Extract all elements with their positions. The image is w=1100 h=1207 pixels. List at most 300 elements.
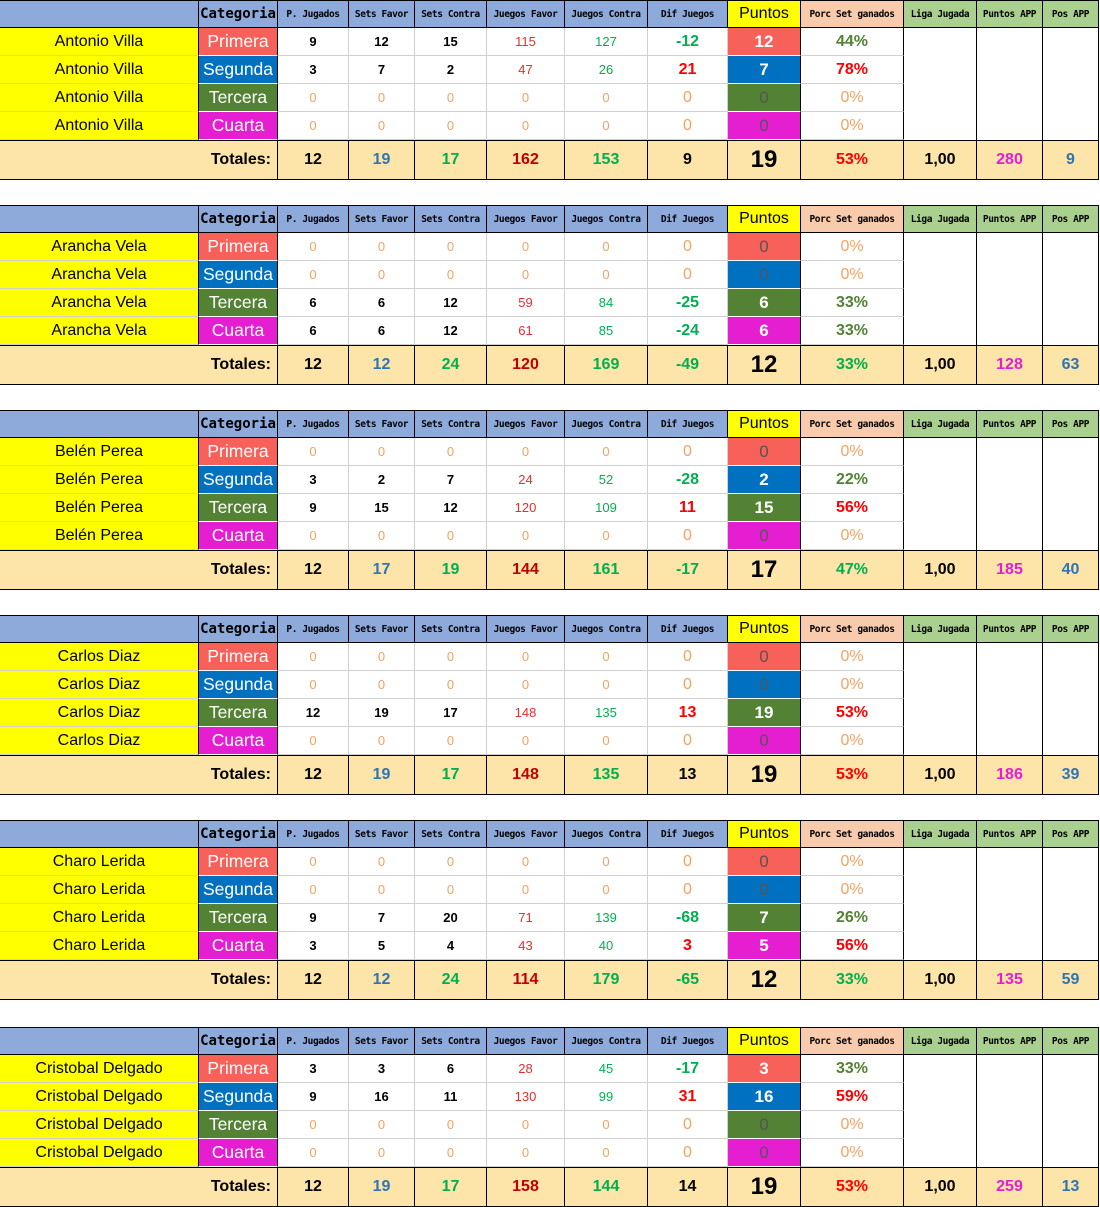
juegos-contra-cell: 0: [565, 112, 648, 140]
header-categoria: Categoria: [199, 1027, 278, 1055]
category-cell: Tercera: [199, 1111, 278, 1139]
header-categoria: Categoria: [199, 0, 278, 28]
header-pos-app: Pos APP: [1043, 0, 1099, 28]
total-puntos: 19: [728, 755, 801, 795]
header-puntos: Puntos: [728, 820, 801, 848]
total-liga-jugada: 1,00: [904, 755, 977, 795]
juegos-favor-cell: 71: [487, 904, 565, 932]
p-jugados-cell: 0: [278, 233, 349, 261]
juegos-favor-cell: 115: [487, 28, 565, 56]
header-juegos-favor: Juegos Favor: [487, 820, 565, 848]
header-puntos: Puntos: [728, 615, 801, 643]
header-juegos-favor: Juegos Favor: [487, 205, 565, 233]
total-porc-set: 33%: [801, 345, 904, 385]
header-liga-jugada: Liga Jugada: [904, 410, 977, 438]
header-liga-jugada: Liga Jugada: [904, 1027, 977, 1055]
juegos-contra-cell: 0: [565, 84, 648, 112]
dif-juegos-cell: 0: [648, 1139, 728, 1167]
sets-contra-cell: 12: [415, 494, 487, 522]
header-puntos-app: Puntos APP: [977, 1027, 1043, 1055]
header-p-jugados: P. Jugados: [278, 820, 349, 848]
total-liga-jugada: 1,00: [904, 345, 977, 385]
header-p-jugados: P. Jugados: [278, 615, 349, 643]
header-porc-set-ganados: Porc Set ganados: [801, 820, 904, 848]
category-cell: Cuarta: [199, 727, 278, 755]
category-cell: Segunda: [199, 56, 278, 84]
header-liga-jugada: Liga Jugada: [904, 0, 977, 28]
empty-cell: [904, 28, 977, 140]
header-pos-app: Pos APP: [1043, 410, 1099, 438]
puntos-cell: 2: [728, 466, 801, 494]
total-dif-juegos: -17: [648, 550, 728, 590]
category-cell: Primera: [199, 1055, 278, 1083]
header-puntos-app: Puntos APP: [977, 615, 1043, 643]
total-liga-jugada: 1,00: [904, 1167, 977, 1207]
juegos-contra-cell: 84: [565, 289, 648, 317]
header-sets-favor: Sets Favor: [349, 1027, 415, 1055]
total-puntos: 19: [728, 140, 801, 180]
dif-juegos-cell: 0: [648, 84, 728, 112]
header-juegos-favor: Juegos Favor: [487, 1027, 565, 1055]
total-p-jugados: 12: [278, 960, 349, 1000]
p-jugados-cell: 0: [278, 643, 349, 671]
sets-favor-cell: 0: [349, 261, 415, 289]
juegos-contra-cell: 127: [565, 28, 648, 56]
player-name-cell: Carlos Diaz: [0, 643, 199, 671]
porc-set-cell: 0%: [801, 1111, 904, 1139]
p-jugados-cell: 3: [278, 1055, 349, 1083]
total-sets-contra: 17: [415, 140, 487, 180]
player-block: [0, 410, 1100, 590]
sets-favor-cell: 19: [349, 699, 415, 727]
header-dif-juegos: Dif Juegos: [648, 205, 728, 233]
total-sets-contra: 17: [415, 755, 487, 795]
player-name-cell: Belén Perea: [0, 466, 199, 494]
sets-contra-cell: 0: [415, 643, 487, 671]
sets-contra-cell: 0: [415, 1139, 487, 1167]
player-name-cell: Arancha Vela: [0, 261, 199, 289]
player-name-cell: Antonio Villa: [0, 28, 199, 56]
total-p-jugados: 12: [278, 140, 349, 180]
total-juegos-favor: 158: [487, 1167, 565, 1207]
empty-cell: [977, 643, 1043, 755]
player-block: [0, 615, 1100, 795]
player-block: [0, 205, 1100, 385]
header-name-blank: [0, 205, 199, 233]
header-p-jugados: P. Jugados: [278, 205, 349, 233]
total-juegos-favor: 148: [487, 755, 565, 795]
empty-cell: [904, 1055, 977, 1167]
sets-favor-cell: 7: [349, 904, 415, 932]
player-name-cell: Arancha Vela: [0, 317, 199, 345]
sets-contra-cell: 6: [415, 1055, 487, 1083]
juegos-contra-cell: 45: [565, 1055, 648, 1083]
totals-label: Totales:: [0, 1167, 278, 1207]
total-sets-favor: 19: [349, 755, 415, 795]
total-p-jugados: 12: [278, 550, 349, 590]
category-cell: Tercera: [199, 289, 278, 317]
sets-favor-cell: 5: [349, 932, 415, 960]
empty-cell: [977, 28, 1043, 140]
header-liga-jugada: Liga Jugada: [904, 205, 977, 233]
dif-juegos-cell: -28: [648, 466, 728, 494]
header-sets-contra: Sets Contra: [415, 615, 487, 643]
dif-juegos-cell: 0: [648, 643, 728, 671]
juegos-favor-cell: 0: [487, 876, 565, 904]
p-jugados-cell: 0: [278, 848, 349, 876]
p-jugados-cell: 0: [278, 84, 349, 112]
dif-juegos-cell: -12: [648, 28, 728, 56]
dif-juegos-cell: 0: [648, 1111, 728, 1139]
category-cell: Primera: [199, 28, 278, 56]
totals-label: Totales:: [0, 140, 278, 180]
total-dif-juegos: 9: [648, 140, 728, 180]
player-name-cell: Charo Lerida: [0, 876, 199, 904]
sets-favor-cell: 0: [349, 438, 415, 466]
header-categoria: Categoria: [199, 820, 278, 848]
p-jugados-cell: 0: [278, 522, 349, 550]
total-pos-app: 9: [1043, 140, 1099, 180]
category-cell: Segunda: [199, 466, 278, 494]
empty-cell: [904, 233, 977, 345]
p-jugados-cell: 0: [278, 671, 349, 699]
juegos-favor-cell: 0: [487, 112, 565, 140]
header-juegos-contra: Juegos Contra: [565, 205, 648, 233]
player-name-cell: Charo Lerida: [0, 848, 199, 876]
header-name-blank: [0, 1027, 199, 1055]
dif-juegos-cell: 0: [648, 233, 728, 261]
empty-cell: [1043, 438, 1099, 550]
total-juegos-favor: 144: [487, 550, 565, 590]
player-name-cell: Antonio Villa: [0, 112, 199, 140]
total-pos-app: 13: [1043, 1167, 1099, 1207]
header-name-blank: [0, 615, 199, 643]
total-puntos: 19: [728, 1167, 801, 1207]
header-sets-contra: Sets Contra: [415, 410, 487, 438]
porc-set-cell: 44%: [801, 28, 904, 56]
player-name-cell: Belén Perea: [0, 522, 199, 550]
juegos-favor-cell: 0: [487, 643, 565, 671]
dif-juegos-cell: 0: [648, 438, 728, 466]
puntos-cell: 3: [728, 1055, 801, 1083]
total-p-jugados: 12: [278, 345, 349, 385]
juegos-favor-cell: 0: [487, 261, 565, 289]
sets-favor-cell: 0: [349, 848, 415, 876]
total-sets-favor: 12: [349, 960, 415, 1000]
total-juegos-contra: 153: [565, 140, 648, 180]
puntos-cell: 6: [728, 289, 801, 317]
header-dif-juegos: Dif Juegos: [648, 1027, 728, 1055]
dif-juegos-cell: 0: [648, 522, 728, 550]
puntos-cell: 7: [728, 56, 801, 84]
total-sets-contra: 24: [415, 960, 487, 1000]
juegos-favor-cell: 0: [487, 522, 565, 550]
category-cell: Tercera: [199, 699, 278, 727]
player-name-cell: Cristobal Delgado: [0, 1083, 199, 1111]
p-jugados-cell: 12: [278, 699, 349, 727]
juegos-favor-cell: 59: [487, 289, 565, 317]
p-jugados-cell: 3: [278, 466, 349, 494]
sets-contra-cell: 0: [415, 438, 487, 466]
header-porc-set-ganados: Porc Set ganados: [801, 410, 904, 438]
puntos-cell: 0: [728, 1139, 801, 1167]
total-dif-juegos: -49: [648, 345, 728, 385]
header-juegos-favor: Juegos Favor: [487, 410, 565, 438]
juegos-favor-cell: 0: [487, 84, 565, 112]
p-jugados-cell: 0: [278, 727, 349, 755]
sets-contra-cell: 4: [415, 932, 487, 960]
sets-contra-cell: 0: [415, 1111, 487, 1139]
total-puntos: 12: [728, 345, 801, 385]
total-sets-favor: 19: [349, 1167, 415, 1207]
header-p-jugados: P. Jugados: [278, 410, 349, 438]
sets-favor-cell: 15: [349, 494, 415, 522]
sets-favor-cell: 6: [349, 289, 415, 317]
puntos-cell: 19: [728, 699, 801, 727]
category-cell: Segunda: [199, 876, 278, 904]
header-dif-juegos: Dif Juegos: [648, 820, 728, 848]
dif-juegos-cell: 11: [648, 494, 728, 522]
porc-set-cell: 0%: [801, 876, 904, 904]
header-puntos: Puntos: [728, 410, 801, 438]
category-cell: Cuarta: [199, 317, 278, 345]
sets-favor-cell: 6: [349, 317, 415, 345]
category-cell: Primera: [199, 643, 278, 671]
puntos-cell: 7: [728, 904, 801, 932]
sets-favor-cell: 0: [349, 1139, 415, 1167]
total-pos-app: 39: [1043, 755, 1099, 795]
sets-favor-cell: 0: [349, 233, 415, 261]
header-pos-app: Pos APP: [1043, 205, 1099, 233]
empty-cell: [1043, 233, 1099, 345]
empty-cell: [1043, 1055, 1099, 1167]
empty-cell: [977, 233, 1043, 345]
player-block: [0, 0, 1100, 180]
category-cell: Cuarta: [199, 932, 278, 960]
category-cell: Primera: [199, 233, 278, 261]
p-jugados-cell: 9: [278, 28, 349, 56]
header-juegos-contra: Juegos Contra: [565, 0, 648, 28]
porc-set-cell: 56%: [801, 494, 904, 522]
total-sets-favor: 12: [349, 345, 415, 385]
p-jugados-cell: 0: [278, 261, 349, 289]
header-pos-app: Pos APP: [1043, 820, 1099, 848]
header-name-blank: [0, 0, 199, 28]
p-jugados-cell: 0: [278, 438, 349, 466]
p-jugados-cell: 0: [278, 1139, 349, 1167]
sets-favor-cell: 3: [349, 1055, 415, 1083]
total-puntos-app: 280: [977, 140, 1043, 180]
header-juegos-contra: Juegos Contra: [565, 820, 648, 848]
porc-set-cell: 0%: [801, 727, 904, 755]
sets-contra-cell: 7: [415, 466, 487, 494]
header-sets-favor: Sets Favor: [349, 615, 415, 643]
total-puntos: 17: [728, 550, 801, 590]
header-juegos-contra: Juegos Contra: [565, 1027, 648, 1055]
category-cell: Cuarta: [199, 112, 278, 140]
p-jugados-cell: 9: [278, 1083, 349, 1111]
player-name-cell: Belén Perea: [0, 494, 199, 522]
porc-set-cell: 0%: [801, 112, 904, 140]
juegos-contra-cell: 0: [565, 1111, 648, 1139]
sets-contra-cell: 2: [415, 56, 487, 84]
header-dif-juegos: Dif Juegos: [648, 0, 728, 28]
juegos-contra-cell: 26: [565, 56, 648, 84]
porc-set-cell: 0%: [801, 671, 904, 699]
porc-set-cell: 33%: [801, 317, 904, 345]
p-jugados-cell: 0: [278, 1111, 349, 1139]
porc-set-cell: 26%: [801, 904, 904, 932]
empty-cell: [1043, 28, 1099, 140]
header-name-blank: [0, 410, 199, 438]
sets-favor-cell: 16: [349, 1083, 415, 1111]
header-juegos-contra: Juegos Contra: [565, 410, 648, 438]
category-cell: Tercera: [199, 84, 278, 112]
player-name-cell: Antonio Villa: [0, 56, 199, 84]
juegos-contra-cell: 139: [565, 904, 648, 932]
puntos-cell: 0: [728, 727, 801, 755]
sets-favor-cell: 2: [349, 466, 415, 494]
juegos-contra-cell: 0: [565, 727, 648, 755]
header-sets-favor: Sets Favor: [349, 205, 415, 233]
porc-set-cell: 0%: [801, 848, 904, 876]
p-jugados-cell: 0: [278, 876, 349, 904]
total-sets-contra: 19: [415, 550, 487, 590]
category-cell: Segunda: [199, 261, 278, 289]
puntos-cell: 0: [728, 261, 801, 289]
category-cell: Cuarta: [199, 1139, 278, 1167]
p-jugados-cell: 6: [278, 289, 349, 317]
total-dif-juegos: -65: [648, 960, 728, 1000]
total-puntos-app: 135: [977, 960, 1043, 1000]
total-p-jugados: 12: [278, 1167, 349, 1207]
total-juegos-contra: 169: [565, 345, 648, 385]
header-dif-juegos: Dif Juegos: [648, 615, 728, 643]
puntos-cell: 16: [728, 1083, 801, 1111]
p-jugados-cell: 3: [278, 932, 349, 960]
header-categoria: Categoria: [199, 410, 278, 438]
total-dif-juegos: 13: [648, 755, 728, 795]
header-sets-contra: Sets Contra: [415, 0, 487, 28]
empty-cell: [904, 643, 977, 755]
header-categoria: Categoria: [199, 615, 278, 643]
header-p-jugados: P. Jugados: [278, 0, 349, 28]
total-porc-set: 47%: [801, 550, 904, 590]
dif-juegos-cell: 21: [648, 56, 728, 84]
sets-contra-cell: 11: [415, 1083, 487, 1111]
header-puntos: Puntos: [728, 205, 801, 233]
sets-contra-cell: 0: [415, 876, 487, 904]
dif-juegos-cell: 0: [648, 876, 728, 904]
header-categoria: Categoria: [199, 205, 278, 233]
dif-juegos-cell: -68: [648, 904, 728, 932]
header-juegos-contra: Juegos Contra: [565, 615, 648, 643]
header-juegos-favor: Juegos Favor: [487, 615, 565, 643]
totals-label: Totales:: [0, 550, 278, 590]
dif-juegos-cell: -24: [648, 317, 728, 345]
header-sets-contra: Sets Contra: [415, 205, 487, 233]
player-name-cell: Cristobal Delgado: [0, 1139, 199, 1167]
sets-favor-cell: 0: [349, 112, 415, 140]
totals-label: Totales:: [0, 345, 278, 385]
sets-favor-cell: 0: [349, 84, 415, 112]
header-sets-favor: Sets Favor: [349, 820, 415, 848]
totals-label: Totales:: [0, 960, 278, 1000]
header-porc-set-ganados: Porc Set ganados: [801, 615, 904, 643]
player-name-cell: Carlos Diaz: [0, 727, 199, 755]
porc-set-cell: 56%: [801, 932, 904, 960]
total-juegos-contra: 161: [565, 550, 648, 590]
dif-juegos-cell: -25: [648, 289, 728, 317]
category-cell: Segunda: [199, 671, 278, 699]
porc-set-cell: 33%: [801, 1055, 904, 1083]
porc-set-cell: 33%: [801, 289, 904, 317]
total-dif-juegos: 14: [648, 1167, 728, 1207]
total-p-jugados: 12: [278, 755, 349, 795]
header-puntos-app: Puntos APP: [977, 820, 1043, 848]
player-block: [0, 820, 1100, 1000]
category-cell: Tercera: [199, 904, 278, 932]
header-dif-juegos: Dif Juegos: [648, 410, 728, 438]
total-juegos-favor: 162: [487, 140, 565, 180]
empty-cell: [1043, 848, 1099, 960]
total-juegos-contra: 179: [565, 960, 648, 1000]
sets-contra-cell: 20: [415, 904, 487, 932]
puntos-cell: 0: [728, 671, 801, 699]
total-porc-set: 53%: [801, 1167, 904, 1207]
sets-contra-cell: 0: [415, 112, 487, 140]
juegos-favor-cell: 0: [487, 671, 565, 699]
total-porc-set: 53%: [801, 140, 904, 180]
sets-favor-cell: 12: [349, 28, 415, 56]
sets-favor-cell: 0: [349, 671, 415, 699]
header-sets-contra: Sets Contra: [415, 1027, 487, 1055]
p-jugados-cell: 9: [278, 494, 349, 522]
player-name-cell: Carlos Diaz: [0, 699, 199, 727]
category-cell: Tercera: [199, 494, 278, 522]
sets-contra-cell: 0: [415, 233, 487, 261]
sets-contra-cell: 12: [415, 289, 487, 317]
p-jugados-cell: 6: [278, 317, 349, 345]
porc-set-cell: 0%: [801, 261, 904, 289]
juegos-contra-cell: 0: [565, 1139, 648, 1167]
total-pos-app: 63: [1043, 345, 1099, 385]
dif-juegos-cell: 31: [648, 1083, 728, 1111]
puntos-cell: 0: [728, 848, 801, 876]
header-p-jugados: P. Jugados: [278, 1027, 349, 1055]
juegos-favor-cell: 0: [487, 848, 565, 876]
category-cell: Primera: [199, 848, 278, 876]
sets-contra-cell: 12: [415, 317, 487, 345]
puntos-cell: 0: [728, 112, 801, 140]
porc-set-cell: 0%: [801, 233, 904, 261]
player-block: [0, 1027, 1100, 1207]
juegos-favor-cell: 47: [487, 56, 565, 84]
juegos-contra-cell: 40: [565, 932, 648, 960]
dif-juegos-cell: 0: [648, 112, 728, 140]
juegos-contra-cell: 0: [565, 876, 648, 904]
player-name-cell: Arancha Vela: [0, 233, 199, 261]
juegos-favor-cell: 130: [487, 1083, 565, 1111]
juegos-contra-cell: 0: [565, 848, 648, 876]
sets-favor-cell: 0: [349, 727, 415, 755]
puntos-cell: 5: [728, 932, 801, 960]
puntos-cell: 0: [728, 438, 801, 466]
sets-favor-cell: 0: [349, 643, 415, 671]
juegos-contra-cell: 0: [565, 233, 648, 261]
empty-cell: [904, 848, 977, 960]
total-juegos-favor: 114: [487, 960, 565, 1000]
